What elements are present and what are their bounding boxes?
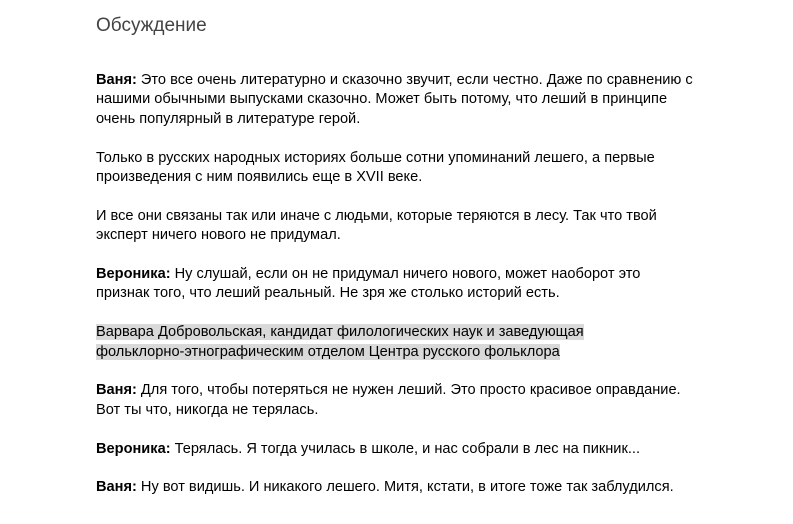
- paragraph-text: нашими обычными выпусками сказочно. Может быть потому, что леший в принципе: [96, 91, 668, 108]
- speaker-name: Вероника:: [96, 440, 171, 457]
- paragraph-text: Для того, чтобы потеряться не нужен леший. Это просто красивое оправдание.: [140, 382, 681, 399]
- dialogue-paragraph: [96, 207, 736, 246]
- dialogue-paragraph: [96, 381, 736, 420]
- dialogue-paragraph: [96, 71, 736, 129]
- highlighted-text: фольклорно-этнографическим отделом Центра русского фольклора: [96, 343, 560, 360]
- section-heading: Обсуждение: [96, 15, 207, 36]
- paragraph-text: Ну вот видишь. И никакого лешего. Митя, кстати, в итоге тоже так заблудился.: [140, 479, 674, 496]
- paragraph-text: признак того, что леший реальный. Не зря же столько историй есть.: [96, 285, 560, 302]
- expert-caption: [96, 323, 736, 362]
- speaker-name: Ваня:: [96, 72, 137, 88]
- paragraph-text: Только в русских народных историях больше сотни упоминаний лешего, а первые: [96, 149, 655, 166]
- paragraph-text: Вот ты что, никогда не терялась.: [96, 401, 319, 418]
- speaker-name: Ваня:: [96, 479, 137, 496]
- dialogue-paragraph: [96, 149, 736, 188]
- paragraph-text: И все они связаны так или иначе с людьми, которые теряются в лесу. Так что твой: [96, 207, 657, 224]
- document-body: [96, 14, 736, 517]
- dialogue-paragraph: [96, 265, 736, 304]
- dialogue-paragraph: [96, 478, 736, 497]
- paragraph-text: Ну слушай, если он не придумал ничего нового, может наоборот это: [174, 266, 641, 283]
- paragraph-text: эксперт ничего нового не придумал.: [96, 227, 341, 244]
- dialogue-paragraph: [96, 440, 736, 459]
- highlighted-text: Варвара Добровольская, кандидат филологических наук и заведующая: [96, 324, 584, 341]
- paragraph-text: произведения с ним появились еще в XVII веке.: [96, 169, 423, 186]
- paragraph-text: Это все очень литературно и сказочно звучит, если честно. Даже по сравнению с: [140, 72, 693, 88]
- speaker-name: Вероника:: [96, 266, 171, 283]
- speaker-name: Ваня:: [96, 382, 137, 399]
- paragraph-text: очень популярный в литературе герой.: [96, 110, 361, 127]
- paragraph-text: Терялась. Я тогда училась в школе, и нас собрали в лес на пикник...: [174, 440, 640, 457]
